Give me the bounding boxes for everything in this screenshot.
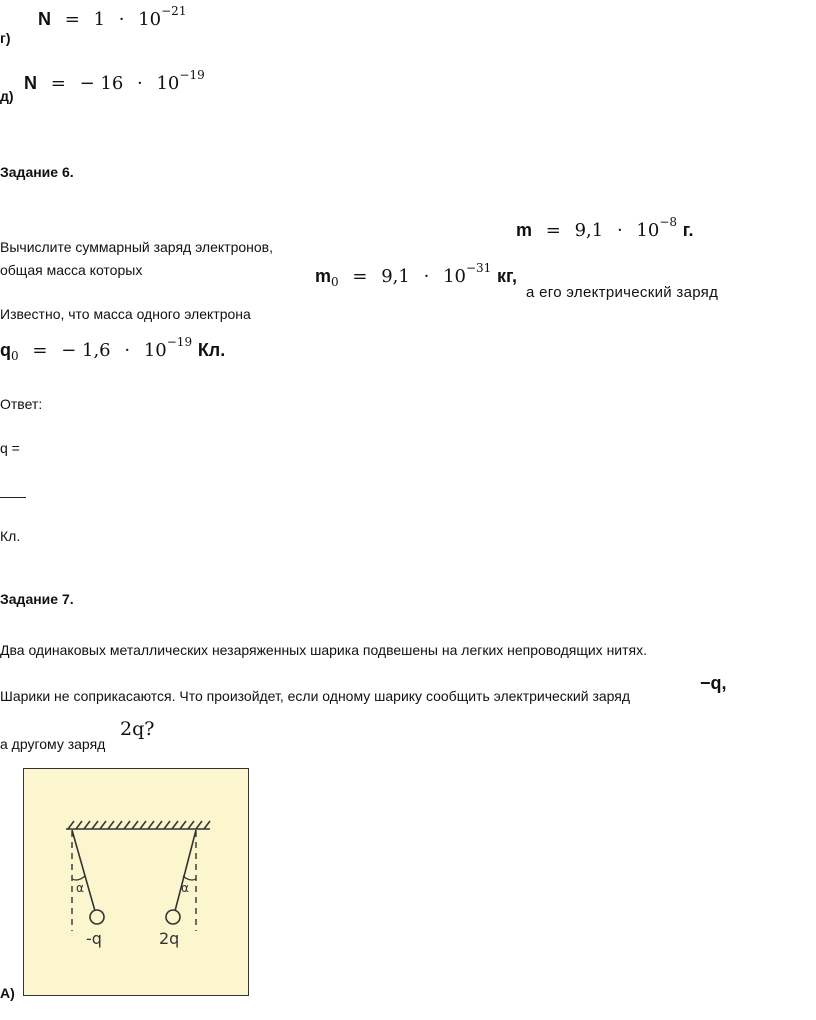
exponent: −19 [166, 335, 193, 349]
equals-sign: = [352, 266, 368, 287]
base: 10 [156, 73, 180, 94]
task6-electron-charge-formula [0, 335, 225, 363]
equals-sign: = [50, 73, 66, 94]
answer-option-a: А) [0, 985, 15, 1001]
task6-known-text: Известно, что масса одного электрона [0, 306, 251, 322]
exponent: −31 [465, 261, 492, 275]
mantissa: − 1,6 [61, 340, 111, 361]
right-angle-arc [183, 876, 196, 880]
unit: Кл. [197, 340, 226, 360]
left-thread [72, 830, 95, 911]
equals-sign: = [32, 340, 48, 361]
unit: кг, [497, 266, 517, 286]
option-g-formula [38, 4, 186, 30]
right-thread [175, 830, 196, 911]
task6-charge-text: а его электрический заряд [526, 284, 719, 301]
answer-blank-line[interactable] [0, 497, 26, 498]
base: 10 [443, 266, 466, 287]
option-g-letter: г) [0, 30, 11, 46]
exponent: −21 [161, 4, 187, 18]
base: 10 [143, 340, 167, 361]
task6-mass-formula [516, 215, 693, 241]
task6-electron-mass-formula [315, 261, 517, 289]
charge-minus-q: −q, [700, 673, 727, 693]
left-angle-arc [72, 876, 85, 880]
multiply-dot: · [137, 73, 143, 94]
left-charge-label: -q [86, 929, 102, 948]
var-q: q [0, 340, 11, 360]
subscript: 0 [11, 349, 19, 363]
task7-line2: Шарики не соприкасаются. Что произойдет, если одному шарику сообщить электрический заряд [0, 688, 631, 704]
q-label: q = [0, 440, 20, 456]
base: 10 [138, 9, 162, 30]
multiply-dot: · [616, 220, 623, 241]
var-m: m [516, 220, 533, 240]
mantissa: − 16 [79, 73, 124, 94]
base: 10 [636, 220, 660, 241]
task6-line2: общая масса которых [0, 262, 143, 278]
equals-sign: = [545, 220, 561, 241]
var-m: m [315, 266, 332, 286]
right-charge-label: 2q [159, 929, 180, 948]
multiply-dot: · [124, 340, 131, 361]
task7-line3: а другому заряд [0, 736, 106, 752]
var-n: N [38, 9, 51, 29]
unit-label: Кл. [0, 528, 21, 544]
option-d-formula [24, 68, 205, 94]
ceiling-hatching [66, 821, 210, 829]
task6-line1: Вычислите суммарный заряд электронов, [0, 239, 273, 255]
mantissa: 9,1 [381, 266, 410, 287]
equals-sign: = [64, 9, 80, 30]
left-ball [90, 910, 104, 924]
charge-2q: 2q? [120, 718, 155, 740]
exponent: −19 [179, 68, 205, 82]
right-ball [166, 910, 180, 924]
task6-title: Задание 6. [0, 164, 74, 180]
multiply-dot: · [423, 266, 430, 287]
left-angle-label: α [76, 881, 84, 895]
pendulum-diagram [24, 769, 250, 997]
task7-line1: Два одинаковых металлических незаряженных шарика подвешены на легких непроводящих нитях. [0, 642, 648, 658]
unit: г. [682, 220, 694, 240]
pendulum-figure [23, 768, 249, 996]
mantissa: 1 [93, 9, 106, 30]
var-n: N [24, 73, 37, 93]
mantissa: 9,1 [574, 220, 604, 241]
option-d-letter: д) [0, 88, 14, 104]
task7-title: Задание 7. [0, 591, 74, 607]
right-angle-label: α [181, 881, 189, 895]
exponent: −8 [659, 215, 678, 229]
answer-label: Ответ: [0, 396, 43, 412]
multiply-dot: · [118, 9, 125, 30]
subscript: 0 [331, 275, 339, 289]
